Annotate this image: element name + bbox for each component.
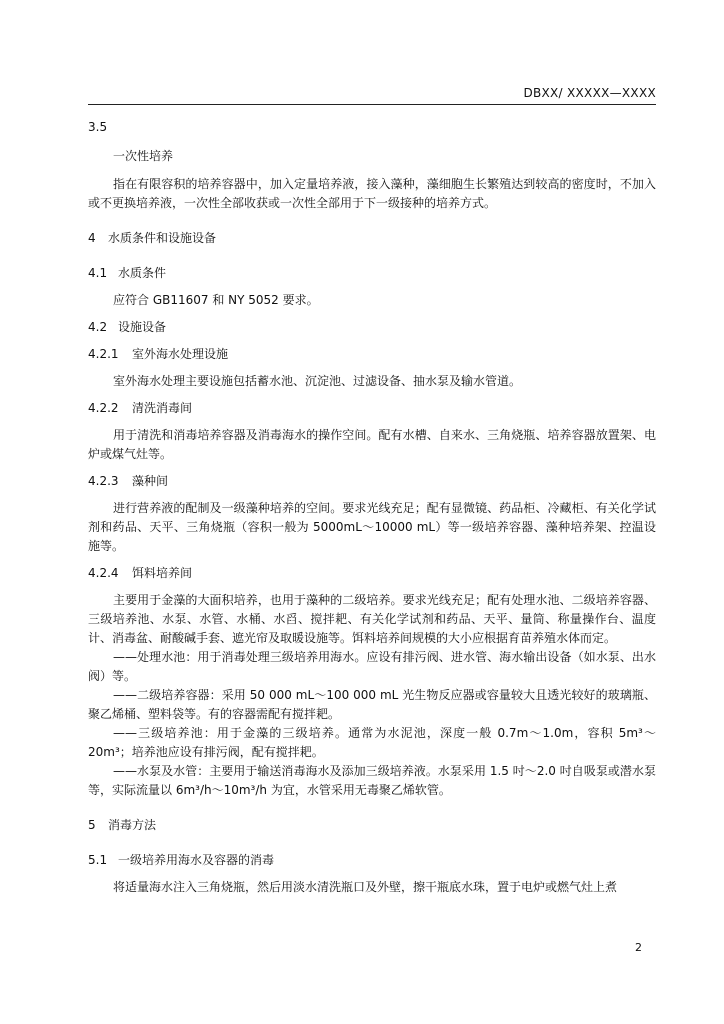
section-4-2-4-number: 4.2.4 <box>88 566 119 580</box>
section-4-2-4-heading <box>88 564 656 583</box>
list-item-treatment-pool: ——处理水池：用于消毒处理三级培养用海水。应设有排污阀、进水管、海水输出设备（如水泵、出水阀）等。 <box>88 650 656 683</box>
section-4-1-heading <box>88 264 656 283</box>
standard-code-header: DBXX/ XXXXX—XXXX <box>523 86 656 100</box>
section-4-2-3-heading <box>88 472 656 491</box>
section-4-2-2-number: 4.2.2 <box>88 401 119 415</box>
section-4-heading <box>88 229 656 248</box>
section-4-2-2-text: 用于清洗和消毒培养容器及消毒海水的操作空间。配有水槽、自来水、三角烧瓶、培养容器放置架、电炉或煤气灶等。 <box>88 428 656 461</box>
section-3-5-text: 指在有限容积的培养容器中，加入定量培养液，接入藻种，藻细胞生长繁殖达到较高的密度时，不加入或不更换培养液，一次性全部收获或一次性全部用于下一级接种的培养方式。 <box>88 177 656 210</box>
section-5-title: 消毒方法 <box>108 818 157 832</box>
section-4-2-2-heading <box>88 399 656 418</box>
section-4-2-4-title: 饵料培养间 <box>132 566 193 580</box>
section-4-2-title: 设施设备 <box>118 320 167 334</box>
section-5-1-title: 一级培养用海水及容器的消毒 <box>118 853 275 867</box>
section-4-2-1-title: 室外海水处理设施 <box>132 347 229 361</box>
page-number: 2 <box>635 941 642 954</box>
section-4-1-text: 应符合 GB11607 和 NY 5052 要求。 <box>113 293 319 307</box>
section-3-5-title: 一次性培养 <box>113 149 174 163</box>
header-rule <box>88 104 656 105</box>
section-4-2-number: 4.2 <box>88 320 108 334</box>
section-5-1-number: 5.1 <box>88 853 108 867</box>
section-4-2-1-text: 室外海水处理主要设施包括蓄水池、沉淀池、过滤设备、抽水泵及输水管道。 <box>113 374 522 388</box>
list-item-tertiary-pool: ——三级培养池：用于金藻的三级培养。通常为水泥池，深度一般 0.7m～1.0m，容积 5m³～20m³；培养池应设有排污阀，配有搅拌耙。 <box>88 726 656 759</box>
list-item-secondary-container: ——二级培养容器：采用 50 000 mL～100 000 mL 光生物反应器或容量较大且透光较好的玻璃瓶、聚乙烯桶、塑料袋等。有的容器需配有搅拌耙。 <box>88 688 656 721</box>
section-3-5-number: 3.5 <box>88 120 108 134</box>
section-4-2-heading <box>88 318 656 337</box>
section-4-2-3-title: 藻种间 <box>132 474 169 488</box>
section-4-2-2-title: 清洗消毒间 <box>132 401 193 415</box>
section-4-2-3-text: 进行营养液的配制及一级藻种培养的空间。要求光线充足；配有显微镜、药品柜、冷藏柜、有关化学试剂和药品、天平、三角烧瓶（容积一般为 5000mL～10000 mL）等一级培养容器、藻种培养架、控温设施等。 <box>88 501 656 553</box>
section-4-1-number: 4.1 <box>88 266 108 280</box>
section-5-number: 5 <box>88 818 96 832</box>
section-5-1-heading <box>88 851 656 870</box>
list-item-pump-and-pipe: ——水泵及水管：主要用于输送消毒海水及添加三级培养液。水泵采用 1.5 吋～2.0 吋自吸泵或潜水泵等，实际流量以 6m³/h～10m³/h 为宜，水管采用无毒聚乙烯软管。 <box>88 764 656 797</box>
section-4-1-title: 水质条件 <box>118 266 167 280</box>
document-body <box>88 118 656 897</box>
section-4-number: 4 <box>88 231 96 245</box>
section-4-2-1-number: 4.2.1 <box>88 347 119 361</box>
section-4-title: 水质条件和设施设备 <box>108 231 217 245</box>
section-5-1-text: 将适量海水注入三角烧瓶，然后用淡水清洗瓶口及外壁，擦干瓶底水珠，置于电炉或燃气灶上煮 <box>113 880 618 894</box>
section-5-heading <box>88 816 656 835</box>
section-4-2-4-text: 主要用于金藻的大面积培养，也用于藻种的二级培养。要求光线充足；配有处理水池、二级培养容器、三级培养池、水泵、水管、水桶、水舀、搅拌耙、有关化学试剂和药品、天平、量筒、称量操作台、温度计、消毒盆、耐酸碱手套、遮光帘及取暖设施等。饵料培养间规模的大小应根据育苗养殖水体而定。 <box>88 593 656 645</box>
section-4-2-1-heading <box>88 345 656 364</box>
section-4-2-3-number: 4.2.3 <box>88 474 119 488</box>
